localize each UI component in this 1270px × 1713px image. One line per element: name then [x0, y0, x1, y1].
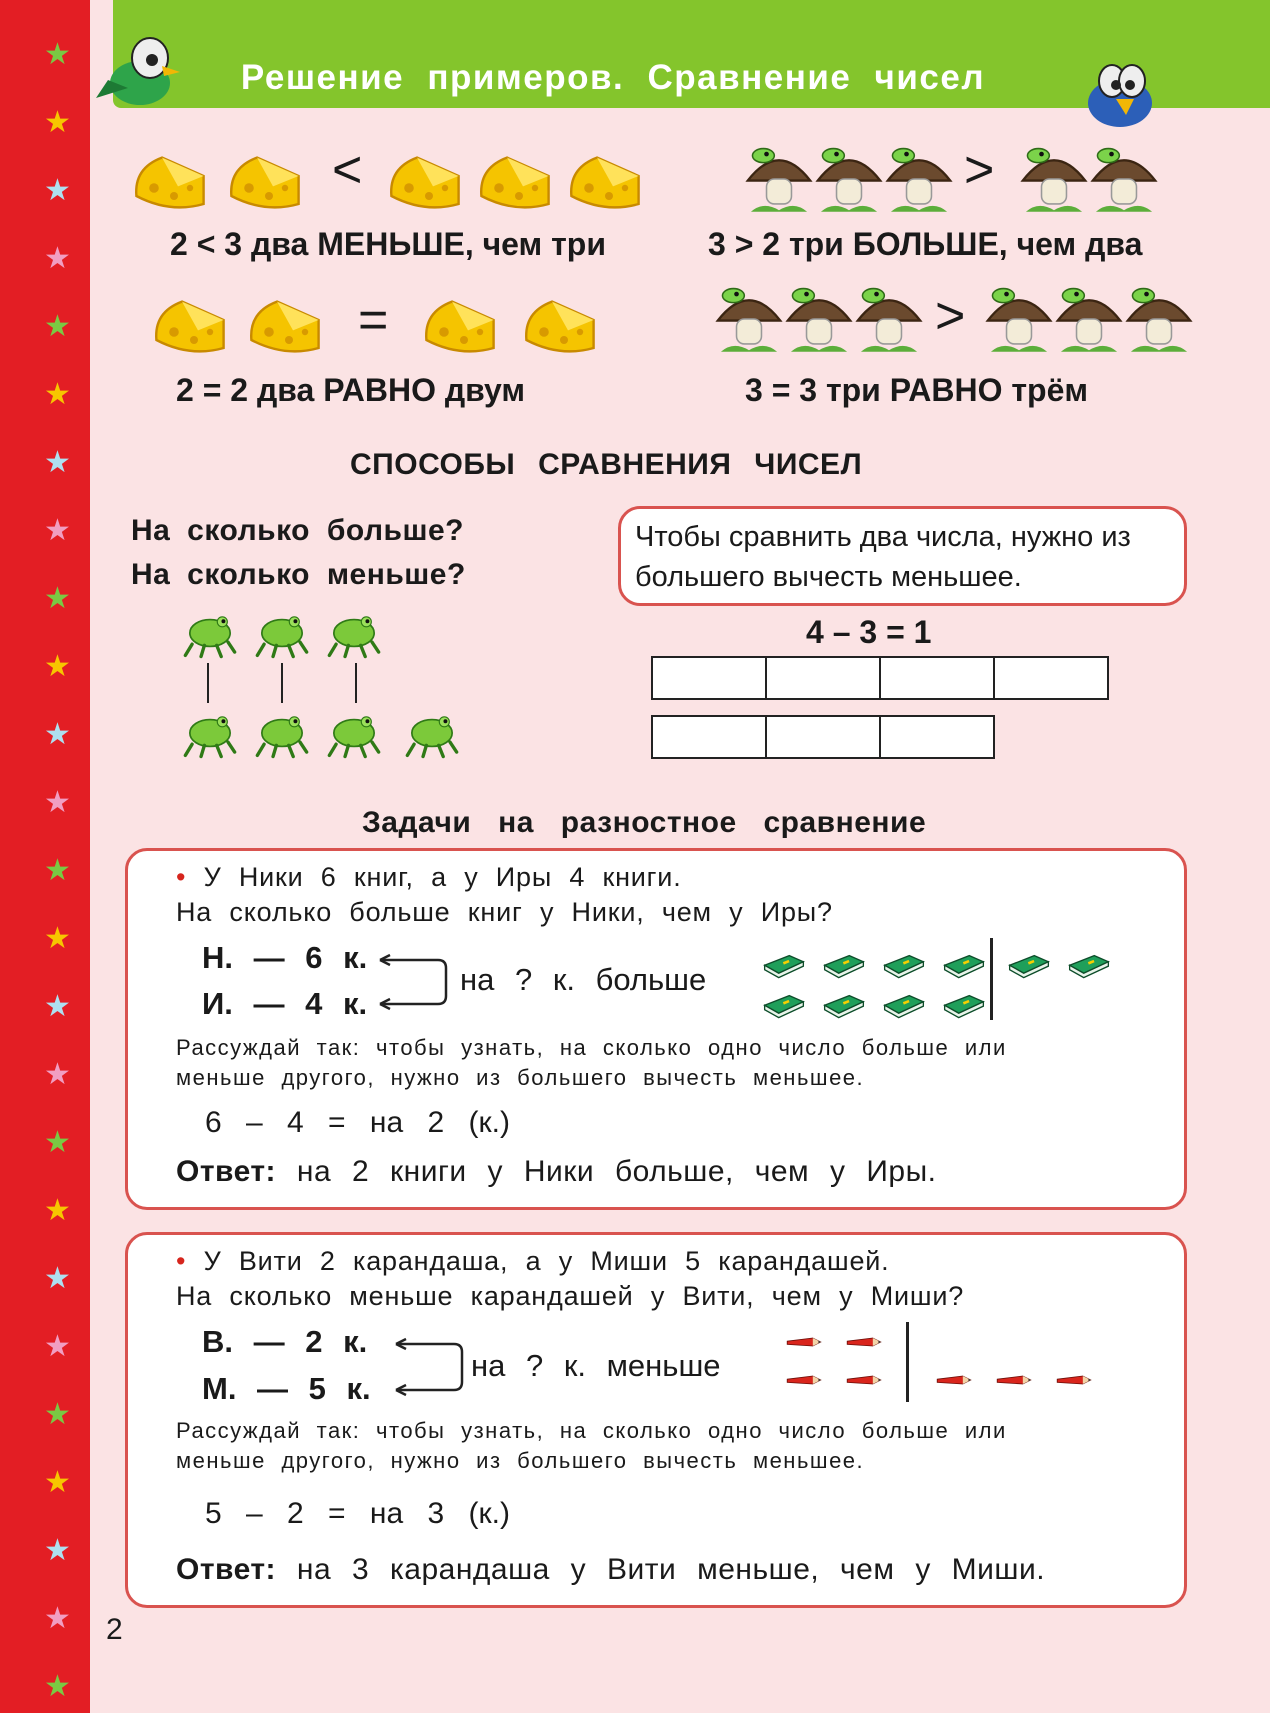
task-1-row2: И. — 4 к. — [202, 986, 368, 1021]
task-1-solution: 6 – 4 = на 2 (к.) — [205, 1106, 510, 1139]
book-icon — [755, 978, 813, 1022]
cheese-icon — [145, 284, 235, 364]
cheese-icon — [125, 140, 215, 220]
task-2-line1: • У Вити 2 карандаша, а у Миши 5 карандашей. — [176, 1246, 890, 1276]
pencil-icon — [775, 1322, 833, 1362]
task-1-reason1: Рассуждай так: чтобы узнать, на сколько одно число больше или — [176, 1035, 1007, 1060]
equal-sign: = — [358, 291, 389, 349]
divider — [906, 1322, 909, 1402]
pencil-icon — [985, 1360, 1043, 1400]
star-icon: ★ — [44, 242, 71, 275]
cheese-icon — [240, 284, 330, 364]
frog-matching — [175, 605, 485, 765]
mushroom-icon — [880, 140, 958, 218]
star-icon: ★ — [44, 582, 71, 615]
bullet-icon: • — [176, 862, 187, 892]
star-icon: ★ — [44, 990, 71, 1023]
book-icon — [755, 938, 813, 982]
frog-icon — [397, 705, 467, 761]
pencil-icon — [835, 1360, 893, 1400]
pencils-illustration — [775, 1322, 1115, 1402]
mushroom-icon — [780, 280, 858, 358]
match-line — [355, 663, 357, 703]
frog-icon — [175, 605, 245, 661]
rule-box — [618, 506, 1187, 606]
mushroom-icon — [810, 140, 888, 218]
example-greater: 3 > 2 три БОЛЬШЕ, чем два — [708, 226, 1143, 262]
task-2-row2: М. — 5 к. — [202, 1371, 371, 1406]
book-icon — [875, 978, 933, 1022]
parrot-icon — [88, 28, 188, 118]
star-stripe — [0, 0, 90, 1713]
star-icon: ★ — [44, 38, 71, 71]
book-icon — [935, 938, 993, 982]
segment-cell — [993, 656, 1109, 700]
book-icon — [815, 938, 873, 982]
divider — [990, 938, 993, 1020]
pencil-icon — [775, 1360, 833, 1400]
method-equation: 4 – 3 = 1 — [806, 614, 932, 650]
task-2-line2: На сколько меньше карандашей у Вити, чем у Миши? — [176, 1281, 965, 1311]
greater-sign: > — [964, 141, 995, 199]
star-icon: ★ — [44, 446, 71, 479]
task-1-line2: На сколько больше книг у Ники, чем у Иры? — [176, 897, 833, 927]
frog-icon — [175, 705, 245, 761]
pencil-icon — [1045, 1360, 1103, 1400]
star-icon: ★ — [44, 514, 71, 547]
mushroom-icon — [850, 280, 928, 358]
star-icon: ★ — [44, 106, 71, 139]
frog-icon — [319, 605, 389, 661]
segment-cell — [879, 715, 995, 759]
match-line — [207, 663, 209, 703]
example-equal-2: 2 = 2 два РАВНО двум — [176, 372, 526, 408]
cheese-icon — [380, 140, 470, 220]
task-2-row1: В. — 2 к. — [202, 1324, 368, 1359]
star-icon: ★ — [44, 1670, 71, 1703]
star-icon: ★ — [44, 1262, 71, 1295]
star-icon: ★ — [44, 1602, 71, 1635]
book-icon — [875, 938, 933, 982]
star-icon: ★ — [44, 922, 71, 955]
mushroom-icon — [740, 140, 818, 218]
star-icon: ★ — [44, 650, 71, 683]
star-icon: ★ — [44, 718, 71, 751]
segment-cell — [651, 656, 767, 700]
segment-cell — [765, 656, 881, 700]
cheese-icon — [415, 284, 505, 364]
bird-icon — [1072, 55, 1172, 135]
question-more: На сколько больше? — [131, 514, 464, 547]
task-1-row1: Н. — 6 к. — [202, 940, 368, 975]
star-icon: ★ — [44, 1398, 71, 1431]
less-sign: < — [332, 141, 363, 199]
book-icon — [935, 978, 993, 1022]
mushroom-icon — [1085, 140, 1163, 218]
segment-cell — [765, 715, 881, 759]
mushroom-icon — [1050, 280, 1128, 358]
question-less: На сколько меньше? — [131, 558, 466, 591]
frog-icon — [319, 705, 389, 761]
methods-title: СПОСОБЫ СРАВНЕНИЯ ЧИСЕЛ — [350, 448, 863, 481]
example-equal-3: 3 = 3 три РАВНО трём — [745, 372, 1089, 408]
cheese-icon — [470, 140, 560, 220]
task-1-reason2: меньше другого, нужно из большего вычесть меньшее. — [176, 1065, 865, 1090]
task-1-line1: • У Ники 6 книг, а у Иры 4 книги. — [176, 862, 682, 892]
star-icon: ★ — [44, 1194, 71, 1227]
star-icon: ★ — [44, 1330, 71, 1363]
mushroom-icon — [980, 280, 1058, 358]
task-1-bracket-label: на ? к. больше — [460, 962, 707, 997]
book-icon — [815, 978, 873, 1022]
star-icon: ★ — [44, 174, 71, 207]
match-line — [281, 663, 283, 703]
page-number: 2 — [106, 1613, 123, 1646]
cheese-icon — [515, 284, 605, 364]
task-2-reason2: меньше другого, нужно из большего вычесть меньшее. — [176, 1448, 865, 1473]
tasks-title: Задачи на разностное сравнение — [362, 806, 927, 839]
example-less: 2 < 3 два МЕНЬШЕ, чем три — [170, 226, 606, 262]
cheese-icon — [220, 140, 310, 220]
star-icon: ★ — [44, 1058, 71, 1091]
star-icon: ★ — [44, 786, 71, 819]
task-2-bracket-label: на ? к. меньше — [471, 1348, 721, 1383]
task-2-reason1: Рассуждай так: чтобы узнать, на сколько одно число больше или — [176, 1418, 1007, 1443]
segment-cell — [879, 656, 995, 700]
cheese-icon — [560, 140, 650, 220]
task-2-solution: 5 – 2 = на 3 (к.) — [205, 1497, 510, 1530]
cheese-row-compare — [125, 140, 695, 220]
task-2-answer: Ответ: на 3 карандаша у Вити меньше, чем у Миши. — [176, 1553, 1046, 1586]
rule-text: Чтобы сравнить два числа, нужно из большего вычесть меньшее. — [635, 521, 1131, 593]
frog-icon — [247, 605, 317, 661]
mushroom-icon — [1015, 140, 1093, 218]
page-title: Решение примеров. Сравнение чисел — [240, 58, 986, 97]
star-icon: ★ — [44, 1534, 71, 1567]
star-icon: ★ — [44, 854, 71, 887]
books-illustration — [755, 938, 1125, 1020]
bracket-arrows — [378, 950, 450, 1012]
star-icon: ★ — [44, 1466, 71, 1499]
bullet-icon: • — [176, 1246, 187, 1276]
frog-icon — [247, 705, 317, 761]
star-icon: ★ — [44, 1126, 71, 1159]
segment-cell — [651, 715, 767, 759]
pencil-icon — [835, 1322, 893, 1362]
mushroom-icon — [710, 280, 788, 358]
book-icon — [1060, 938, 1118, 982]
star-icon: ★ — [44, 378, 71, 411]
task-1-answer: Ответ: на 2 книги у Ники больше, чем у Иры. — [176, 1155, 937, 1188]
mushroom-row-compare — [740, 140, 1160, 220]
pencil-icon — [925, 1360, 983, 1400]
mushroom-icon — [1120, 280, 1198, 358]
book-icon — [1000, 938, 1058, 982]
greater-sign-2: > — [935, 287, 966, 345]
bracket-arrows — [394, 1334, 466, 1398]
star-icon: ★ — [44, 310, 71, 343]
